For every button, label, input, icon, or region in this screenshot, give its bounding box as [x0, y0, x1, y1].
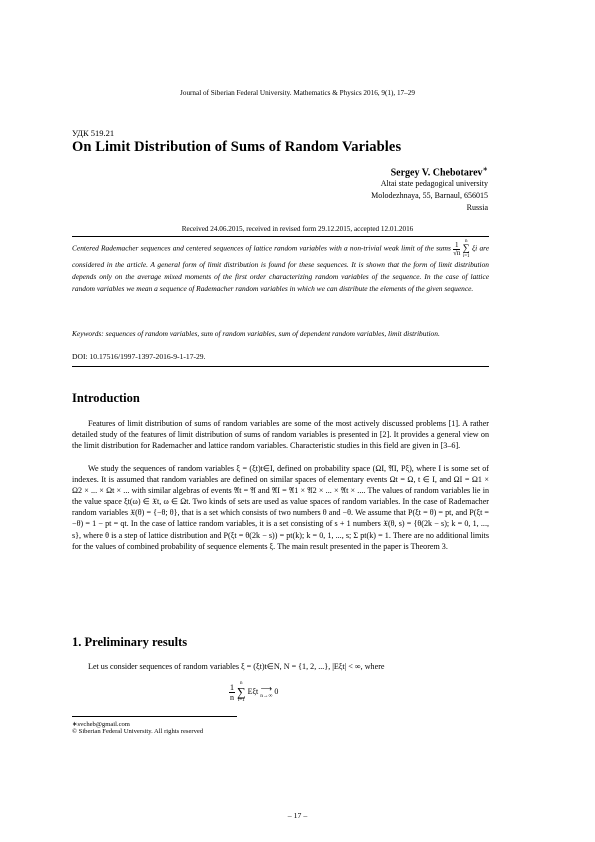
abstract-text-start: Centered Rademacher sequences and centered sequences of lattice random variables with a non-trivial weak limit of the sums [72, 243, 451, 253]
sigma-icon: ∑ [237, 685, 246, 699]
journal-header: Journal of Siberian Federal University. Mathematics & Physics 2016, 9(1), 17–29 [180, 89, 415, 97]
abstract-fraction [453, 242, 460, 257]
footnote-rule [72, 716, 237, 717]
formula-sum-sign [237, 681, 246, 703]
author-name [371, 165, 488, 178]
received-dates: Received 24.06.2015, received in revised form 29.12.2015, accepted 12.01.2016 [181, 225, 414, 233]
affiliation-line: Molodezhnaya, 55, Barnaul, 656015 [371, 191, 488, 201]
doi[interactable]: DOI: 10.17516/1997-1397-2016-9-1-17-29. [72, 352, 206, 361]
formula-numerator: 1 [230, 682, 234, 692]
section-heading-preliminary-results: 1. Preliminary results [72, 635, 188, 649]
footnote-copyright: © Siberian Federal University. All rights reserved [72, 728, 204, 735]
author-footnote-mark: ∗ [482, 166, 488, 173]
formula-term: Eξt [247, 686, 259, 696]
footnote-email[interactable]: ∗svcheb@gmail.com [72, 721, 130, 728]
arrow-right-icon: ⟶ [260, 684, 273, 693]
sum-term: ξi [472, 243, 478, 253]
abstract [72, 239, 489, 295]
preliminary-text: Let us consider sequences of random variables ξ = (ξt)t∈N, N = {1, 2, ...}, |Eξt| < ∞, where [88, 662, 385, 671]
paragraph-text: Features of limit distribution of sums of random variables are some of the most actively discussed problems [1]. A rather detailed study of the features of limit distribution of sums of random variables is presented in [2]. It provides a general view on the limit distribution for Rademacher and lattice random variables. Characteristic studies in this field are given in [3–6]. [72, 419, 489, 451]
limit-arrow [260, 685, 272, 699]
formula-sum-upper: n [240, 681, 243, 686]
fraction-denominator: √n [453, 248, 461, 257]
paragraph-text: We study the sequences of random variables ξ = (ξt)t∈I, defined on probability space (ΩI, 𝔄I, Pξ), where I is some set of indexes. It is assumed that random variables are defined on similar spaces of elementary events Ωt = Ω, t ∈ I, and ΩI = Ω1 × Ω2 × ... × Ωt × ... with similar algebras of events 𝔄t = 𝔄 and 𝔄I = 𝔄1 × 𝔄2 × ... × 𝔄t × .... The values of random variables lie in the value space ξt(ω) ∈ 𝔛t, ω ∈ Ωt. Two kinds of sets are used as value spaces of random variables. In the case of Rademacher random variables 𝔛(θ) = {−θ; θ}, that is a set which consists of two numbers θ and −θ. We assume that P(ξt = θ) = pt, and P(ξt = −θ) = 1 − pt = qt. In the case of lattice random variables, it is a set consisting of s + 1 numbers 𝔛(θ, s) = {θ(2k − s); k = 0, 1, ..., s}, where θ is a step of lattice distribution and P(ξt = θ(2k − s)) = pt(k); k = 0, 1, ..., s; Σ pt(k) = 1. There are no additional limits for the values of combined probability of sequence elements ξ. The main result presented in the paper is Theorem 3. [72, 464, 489, 551]
udk-code: УДК 519.21 [72, 128, 115, 138]
formula-fraction [229, 683, 235, 702]
formula-denominator: n [230, 692, 234, 702]
formula-sum-lower: t=1 [237, 698, 245, 703]
affiliation-line: Russia [466, 203, 488, 213]
display-formula [229, 681, 278, 703]
page-number: – 17 – [287, 811, 308, 820]
formula-limit: 0 [274, 686, 279, 696]
abstract-text-end: are considered in the article. A general form of limit distribution is found for these sequences. It is shown that the form of limit distribution depends only on the average mixed moments of the first order characterizing random variables of the sequence. In the case of lattice random variables we mean a sequence of Rademacher random variables in which we can distribute the elements of the given sequence. [72, 243, 490, 293]
abstract-top-rule [72, 236, 489, 237]
affiliation-line: Altai state pedagogical university [380, 179, 488, 189]
fraction-numerator: 1 [455, 240, 459, 249]
article-title: On Limit Distribution of Sums of Random Variables [72, 139, 402, 155]
sum-lower-limit: i=1 [462, 254, 470, 259]
sum-upper-limit: n [464, 239, 468, 244]
author-block [371, 165, 488, 214]
keywords: Keywords: sequences of random variables, sum of random variables, sum of dependent random variables, limit distribution. [72, 329, 440, 338]
sigma-icon: ∑ [462, 243, 470, 254]
abstract-sum-sign [463, 239, 470, 259]
abstract-bottom-rule [72, 366, 489, 367]
author-name-text: Sergey V. Chebotarev [390, 167, 483, 179]
intro-paragraph-2 [72, 463, 489, 552]
section-heading-introduction: Introduction [72, 391, 140, 405]
intro-paragraph-1 [72, 418, 489, 451]
arrow-label: n→∞ [260, 693, 273, 699]
